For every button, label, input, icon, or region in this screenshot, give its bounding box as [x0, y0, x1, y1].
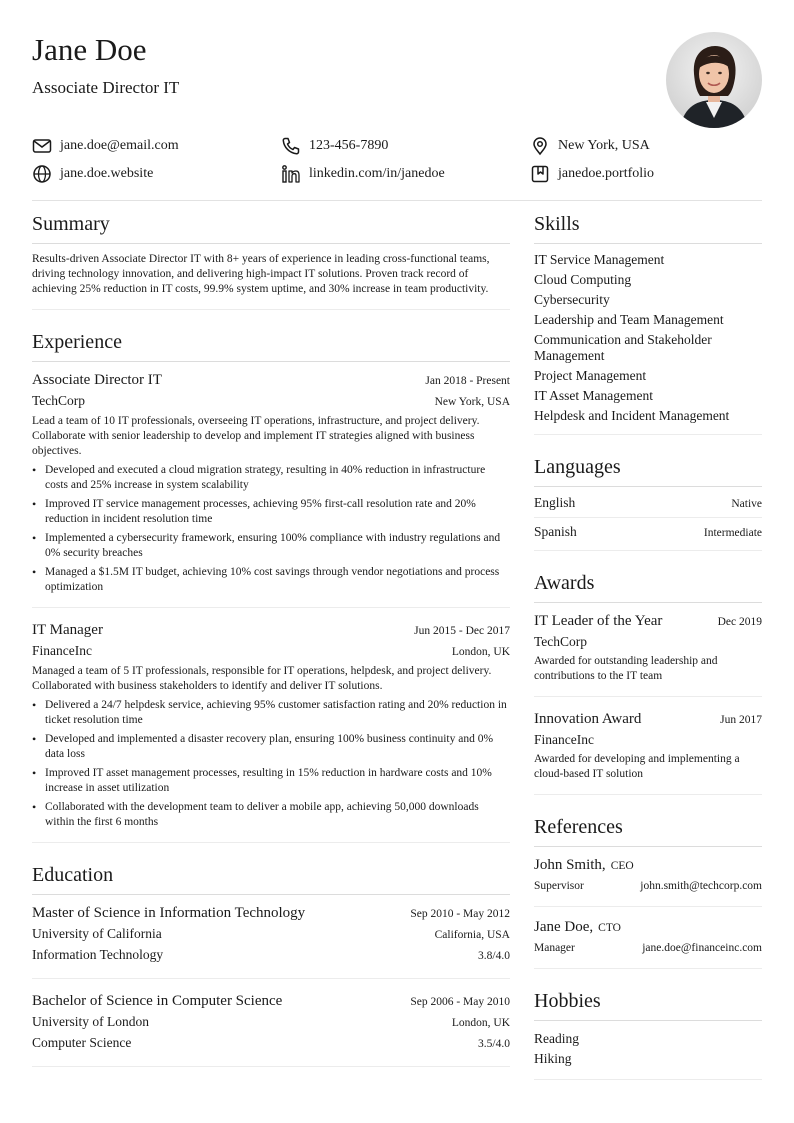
award-organization: TechCorp	[534, 634, 588, 649]
school-name: University of California	[32, 926, 162, 941]
award-date: Jun 2017	[720, 714, 762, 726]
achievement-item: • Managed a $1.5M IT budget, achieving 10% cost savings through vendor negotiations and process optimization	[32, 565, 510, 595]
reference-entry	[534, 855, 762, 896]
school-name: University of London	[32, 1014, 149, 1029]
mail-icon	[32, 136, 52, 156]
field-of-study: Computer Science	[32, 1035, 132, 1050]
languages-heading: Languages	[534, 453, 762, 487]
language-level: Native	[731, 498, 762, 510]
hobbies-heading: Hobbies	[534, 987, 762, 1021]
entry-divider	[32, 607, 510, 608]
achievement-item: • Improved IT service management processes, achieving 95% first-call resolution rate and 20% reduction in incident resolution time	[32, 497, 510, 527]
education-entry	[32, 903, 510, 966]
skill-item: Communication and Stakeholder Management	[534, 332, 712, 363]
job-role: IT Manager	[32, 622, 103, 638]
skill-item: Cloud Computing	[534, 272, 632, 287]
education-section	[32, 857, 510, 1067]
education-dates: Sep 2010 - May 2012	[410, 908, 510, 920]
achievement-item: • Developed and executed a cloud migration strategy, resulting in 40% reduction in infrastructure costs and 25% increase in system scalability	[32, 463, 510, 493]
phone-icon	[281, 136, 301, 156]
linkedin-icon	[281, 164, 301, 184]
achievement-item: • Delivered a 24/7 helpdesk service, achieving 95% customer satisfaction rating and 20% reduction in ticket resolution time	[32, 698, 510, 728]
job-achievements	[32, 463, 510, 595]
contact-portfolio[interactable]	[530, 164, 654, 184]
awards-heading: Awards	[534, 569, 762, 603]
job-company: TechCorp	[32, 393, 86, 408]
field-of-study: Information Technology	[32, 947, 164, 962]
language-name: Spanish	[534, 524, 577, 539]
reference-relation: Supervisor	[534, 880, 584, 892]
gpa: 3.8/4.0	[478, 950, 510, 962]
skills-heading: Skills	[534, 210, 762, 244]
job-location: London, UK	[451, 646, 510, 658]
award-name: Innovation Award	[534, 711, 642, 727]
summary-heading: Summary	[32, 210, 510, 244]
globe-icon	[32, 164, 52, 184]
education-entry	[32, 991, 510, 1054]
header-divider	[32, 200, 762, 201]
languages-section	[534, 449, 762, 551]
profile-photo-image	[666, 32, 762, 128]
section-divider	[534, 550, 762, 551]
job-description: Lead a team of 10 IT professionals, overseeing IT operations, infrastructure, and project delivery. Collaborate with senior leadership to develop and implement IT strategies aligned with business objectives.	[32, 415, 480, 457]
achievement-item: • Developed and implemented a disaster recovery plan, ensuring 100% business continuity and 0% data loss	[32, 732, 510, 762]
skill-item: Helpdesk and Incident Management	[534, 408, 730, 423]
reference-entry	[534, 917, 762, 958]
reference-name: John Smith,	[534, 857, 606, 873]
location-pin-icon	[530, 136, 550, 156]
hobby-item: Reading	[534, 1031, 579, 1046]
section-divider	[32, 309, 510, 310]
language-level: Intermediate	[703, 527, 762, 539]
candidate-title: Associate Director IT	[32, 78, 180, 97]
award-entry	[534, 611, 762, 684]
reference-relation: Manager	[534, 942, 575, 954]
skill-item: Cybersecurity	[534, 292, 610, 307]
award-date: Dec 2019	[717, 616, 762, 628]
contact-location-text: New York, USA	[558, 138, 650, 153]
summary-section	[32, 206, 510, 310]
entry-divider	[32, 978, 510, 979]
references-section	[534, 809, 762, 969]
right-column	[534, 206, 762, 1080]
hobby-item: Hiking	[534, 1051, 572, 1066]
degree-name: Master of Science in Information Technology	[32, 905, 306, 921]
job-role: Associate Director IT	[32, 372, 162, 388]
contact-website-text: jane.doe.website	[60, 166, 154, 181]
language-item	[534, 518, 762, 546]
contact-location	[530, 136, 650, 156]
section-divider	[534, 434, 762, 435]
award-entry	[534, 709, 762, 782]
job-dates: Jun 2015 - Dec 2017	[414, 625, 510, 637]
contact-linkedin-text: linkedin.com/in/janedoe	[309, 166, 445, 181]
contact-website[interactable]	[32, 164, 153, 184]
references-heading: References	[534, 813, 762, 847]
section-divider	[32, 842, 510, 843]
experience-entry	[32, 370, 510, 595]
reference-role: CEO	[610, 860, 634, 872]
contact-portfolio-text: janedoe.portfolio	[558, 166, 655, 181]
reference-email[interactable]: john.smith@techcorp.com	[640, 880, 762, 892]
experience-entry	[32, 620, 510, 830]
skills-section	[534, 206, 762, 435]
entry-divider	[534, 696, 762, 697]
language-item	[534, 489, 762, 517]
summary-text: Results-driven Associate Director IT with 8+ years of experience in leading cross-functional teams, driving technology innovation, and delivering high-impact IT solutions. Proven track record of achieving 25% reduction in IT costs, 99.9% system uptime, and 30% increase in team productivity.	[32, 253, 490, 295]
skill-item: IT Asset Management	[534, 388, 653, 403]
language-name: English	[534, 495, 576, 510]
achievement-item: • Improved IT asset management processes, resulting in 15% reduction in hardware costs and 10% increase in asset utilization	[32, 766, 510, 796]
contact-phone-text: 123-456-7890	[309, 138, 389, 153]
skill-item: Leadership and Team Management	[534, 312, 724, 327]
job-company: FinanceInc	[32, 643, 92, 658]
achievement-item: • Collaborated with the development team to deliver a mobile app, achieving 50,000 downloads within the first 6 months	[32, 800, 510, 830]
award-description: Awarded for developing and implementing a cloud-based IT solution	[534, 753, 740, 780]
experience-heading: Experience	[32, 328, 510, 362]
school-location: London, UK	[451, 1017, 510, 1029]
award-name: IT Leader of the Year	[534, 613, 663, 629]
job-dates: Jan 2018 - Present	[425, 375, 510, 387]
section-divider	[534, 1079, 762, 1080]
portfolio-bookmark-icon	[530, 164, 550, 184]
entry-divider	[534, 906, 762, 907]
job-location: New York, USA	[434, 396, 510, 408]
hobbies-section	[534, 983, 762, 1080]
achievement-item: • Implemented a cybersecurity framework, ensuring 100% compliance with industry regulations and 0% security breaches	[32, 531, 510, 561]
skill-item: IT Service Management	[534, 252, 665, 267]
school-location: California, USA	[434, 929, 510, 941]
profile-photo	[666, 32, 762, 128]
education-heading: Education	[32, 861, 510, 895]
contact-linkedin[interactable]	[281, 164, 445, 184]
award-organization: FinanceInc	[534, 732, 594, 747]
left-column	[32, 206, 510, 1067]
award-description: Awarded for outstanding leadership and contributions to the IT team	[534, 655, 718, 682]
skill-item: Project Management	[534, 368, 647, 383]
gpa: 3.5/4.0	[478, 1038, 510, 1050]
section-divider	[32, 1066, 510, 1067]
education-dates: Sep 2006 - May 2010	[410, 996, 510, 1008]
job-description: Managed a team of 5 IT professionals, responsible for IT operations, helpdesk, and project delivery. Collaborated with business stakeholders to identify and deliver IT solutions.	[32, 665, 492, 692]
awards-section	[534, 565, 762, 795]
reference-role: CTO	[598, 922, 621, 934]
contact-email[interactable]	[32, 136, 179, 156]
contact-email-text: jane.doe@email.com	[60, 138, 179, 153]
experience-section	[32, 324, 510, 843]
degree-name: Bachelor of Science in Computer Science	[32, 993, 283, 1009]
contact-phone[interactable]	[281, 136, 388, 156]
reference-email[interactable]: jane.doe@financeinc.com	[642, 942, 762, 954]
reference-name: Jane Doe,	[534, 919, 594, 935]
candidate-name: Jane Doe	[32, 32, 147, 67]
job-achievements	[32, 698, 510, 830]
section-divider	[534, 968, 762, 969]
section-divider	[534, 794, 762, 795]
